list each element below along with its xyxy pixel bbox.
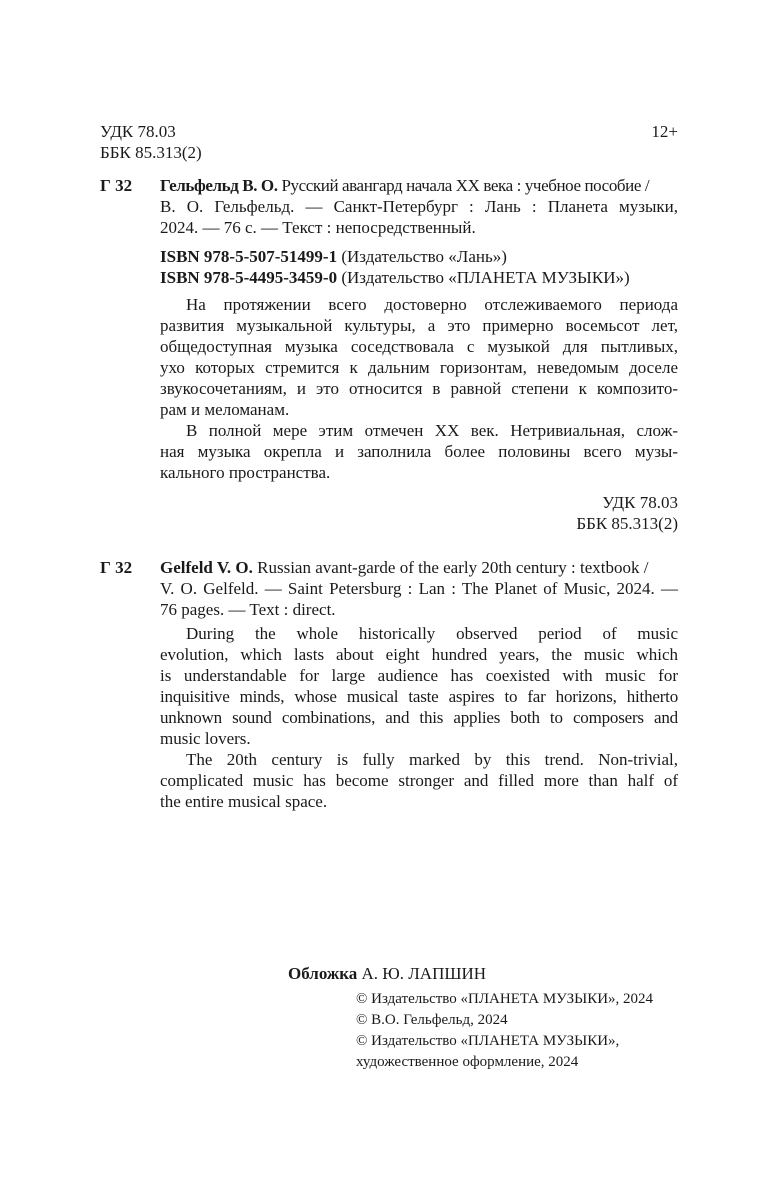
en-abstract-line: the entire musical space. [160,792,328,811]
ru-isbn-1-number: ISBN 978-5-507-51499-1 [160,247,338,266]
en-catalog-code: Г 32 [100,558,133,577]
ru-abstract-line: звукосочетаниям, и это относится в равной степени к композито- [160,379,678,398]
cover-label: Обложка [288,964,358,983]
en-bib-line-2: V. O. Gelfeld. — Saint Petersburg : Lan : The Planet of Music, 2024. — [160,579,678,598]
ru-isbn-2-publisher: (Издательство «ПЛАНЕТА МУЗЫКИ») [341,268,630,287]
cover-designer: А. Ю. ЛАПШИН [361,964,487,983]
copyright-line: © В.О. Гельфельд, 2024 [356,1012,508,1028]
ru-isbn-1 [160,246,507,267]
en-abstract-line: During the whole historically observed period of music [186,624,678,643]
en-bib-line-3: 76 pages. — Text : direct. [160,600,336,619]
en-abstract-line: The 20th century is fully marked by this trend. Non-trivial, [186,750,678,769]
ru-title: Русский авангард начала XX века : учебное пособие / [281,176,650,195]
en-abstract-line: complicated music has become stronger and filled more than half of [160,771,678,790]
ru-abstract-line: ная музыка окрепла и заполнила более половины всего музы- [160,442,678,461]
ru-abstract-line: кального пространства. [160,463,331,482]
en-abstract-line: unknown sound combinations, and this applies both to composers and [160,708,678,727]
ru-abstract-line: развития музыкальной культуры, а это примерно восемьсот лет, [160,316,678,335]
ru-udk: УДК 78.03 [602,493,678,512]
copyright-line: © Издательство «ПЛАНЕТА МУЗЫКИ», [356,1033,620,1049]
ru-catalog-code: Г 32 [100,176,133,195]
ru-isbn-2 [160,267,630,288]
age-rating: 12+ [651,122,678,141]
ru-bbk: ББК 85.313(2) [576,514,678,533]
ru-bib-line-3: 2024. — 76 с. — Текст : непосредственный. [160,218,476,237]
ru-author: Гельфельд В. О. [160,176,278,195]
en-abstract-line: evolution, which lasts about eight hundred years, the music which [160,645,678,664]
cover-credit [288,963,486,984]
en-abstract-line: is understandable for large audience has coexisted with music for [160,666,678,685]
header-bbk: ББК 85.313(2) [100,143,202,162]
header-udk: УДК 78.03 [100,122,176,141]
en-title: Russian avant-garde of the early 20th century : textbook / [257,558,649,577]
ru-abstract-line: рам и меломанам. [160,400,290,419]
ru-abstract-line: В полной мере этим отмечен XX век. Нетривиальная, слож- [186,421,678,440]
ru-abstract-line: общедоступная музыка соседствовала с музыкой для пытливых, [160,337,678,356]
ru-isbn-2-number: ISBN 978-5-4495-3459-0 [160,268,338,287]
en-bib-line-1 [160,557,678,578]
en-abstract-line: music lovers. [160,729,251,748]
ru-abstract-line: ухо которых стремится к дальним горизонтам, неведомым доселе [160,358,678,377]
copyright-line: © Издательство «ПЛАНЕТА МУЗЫКИ», 2024 [356,991,654,1007]
copyright-line: художественное оформление, 2024 [356,1054,579,1070]
ru-abstract-line: На протяжении всего достоверно отслеживаемого периода [186,295,678,314]
en-abstract-line: inquisitive minds, whose musical taste aspires to far horizons, hitherto [160,687,678,706]
ru-bib-line-1 [160,175,678,196]
ru-bib-line-2: В. О. Гельфельд. — Санкт-Петербург : Лань : Планета музыки, [160,197,678,216]
en-author: Gelfeld V. O. [160,558,253,577]
ru-isbn-1-publisher: (Издательство «Лань») [341,247,507,266]
